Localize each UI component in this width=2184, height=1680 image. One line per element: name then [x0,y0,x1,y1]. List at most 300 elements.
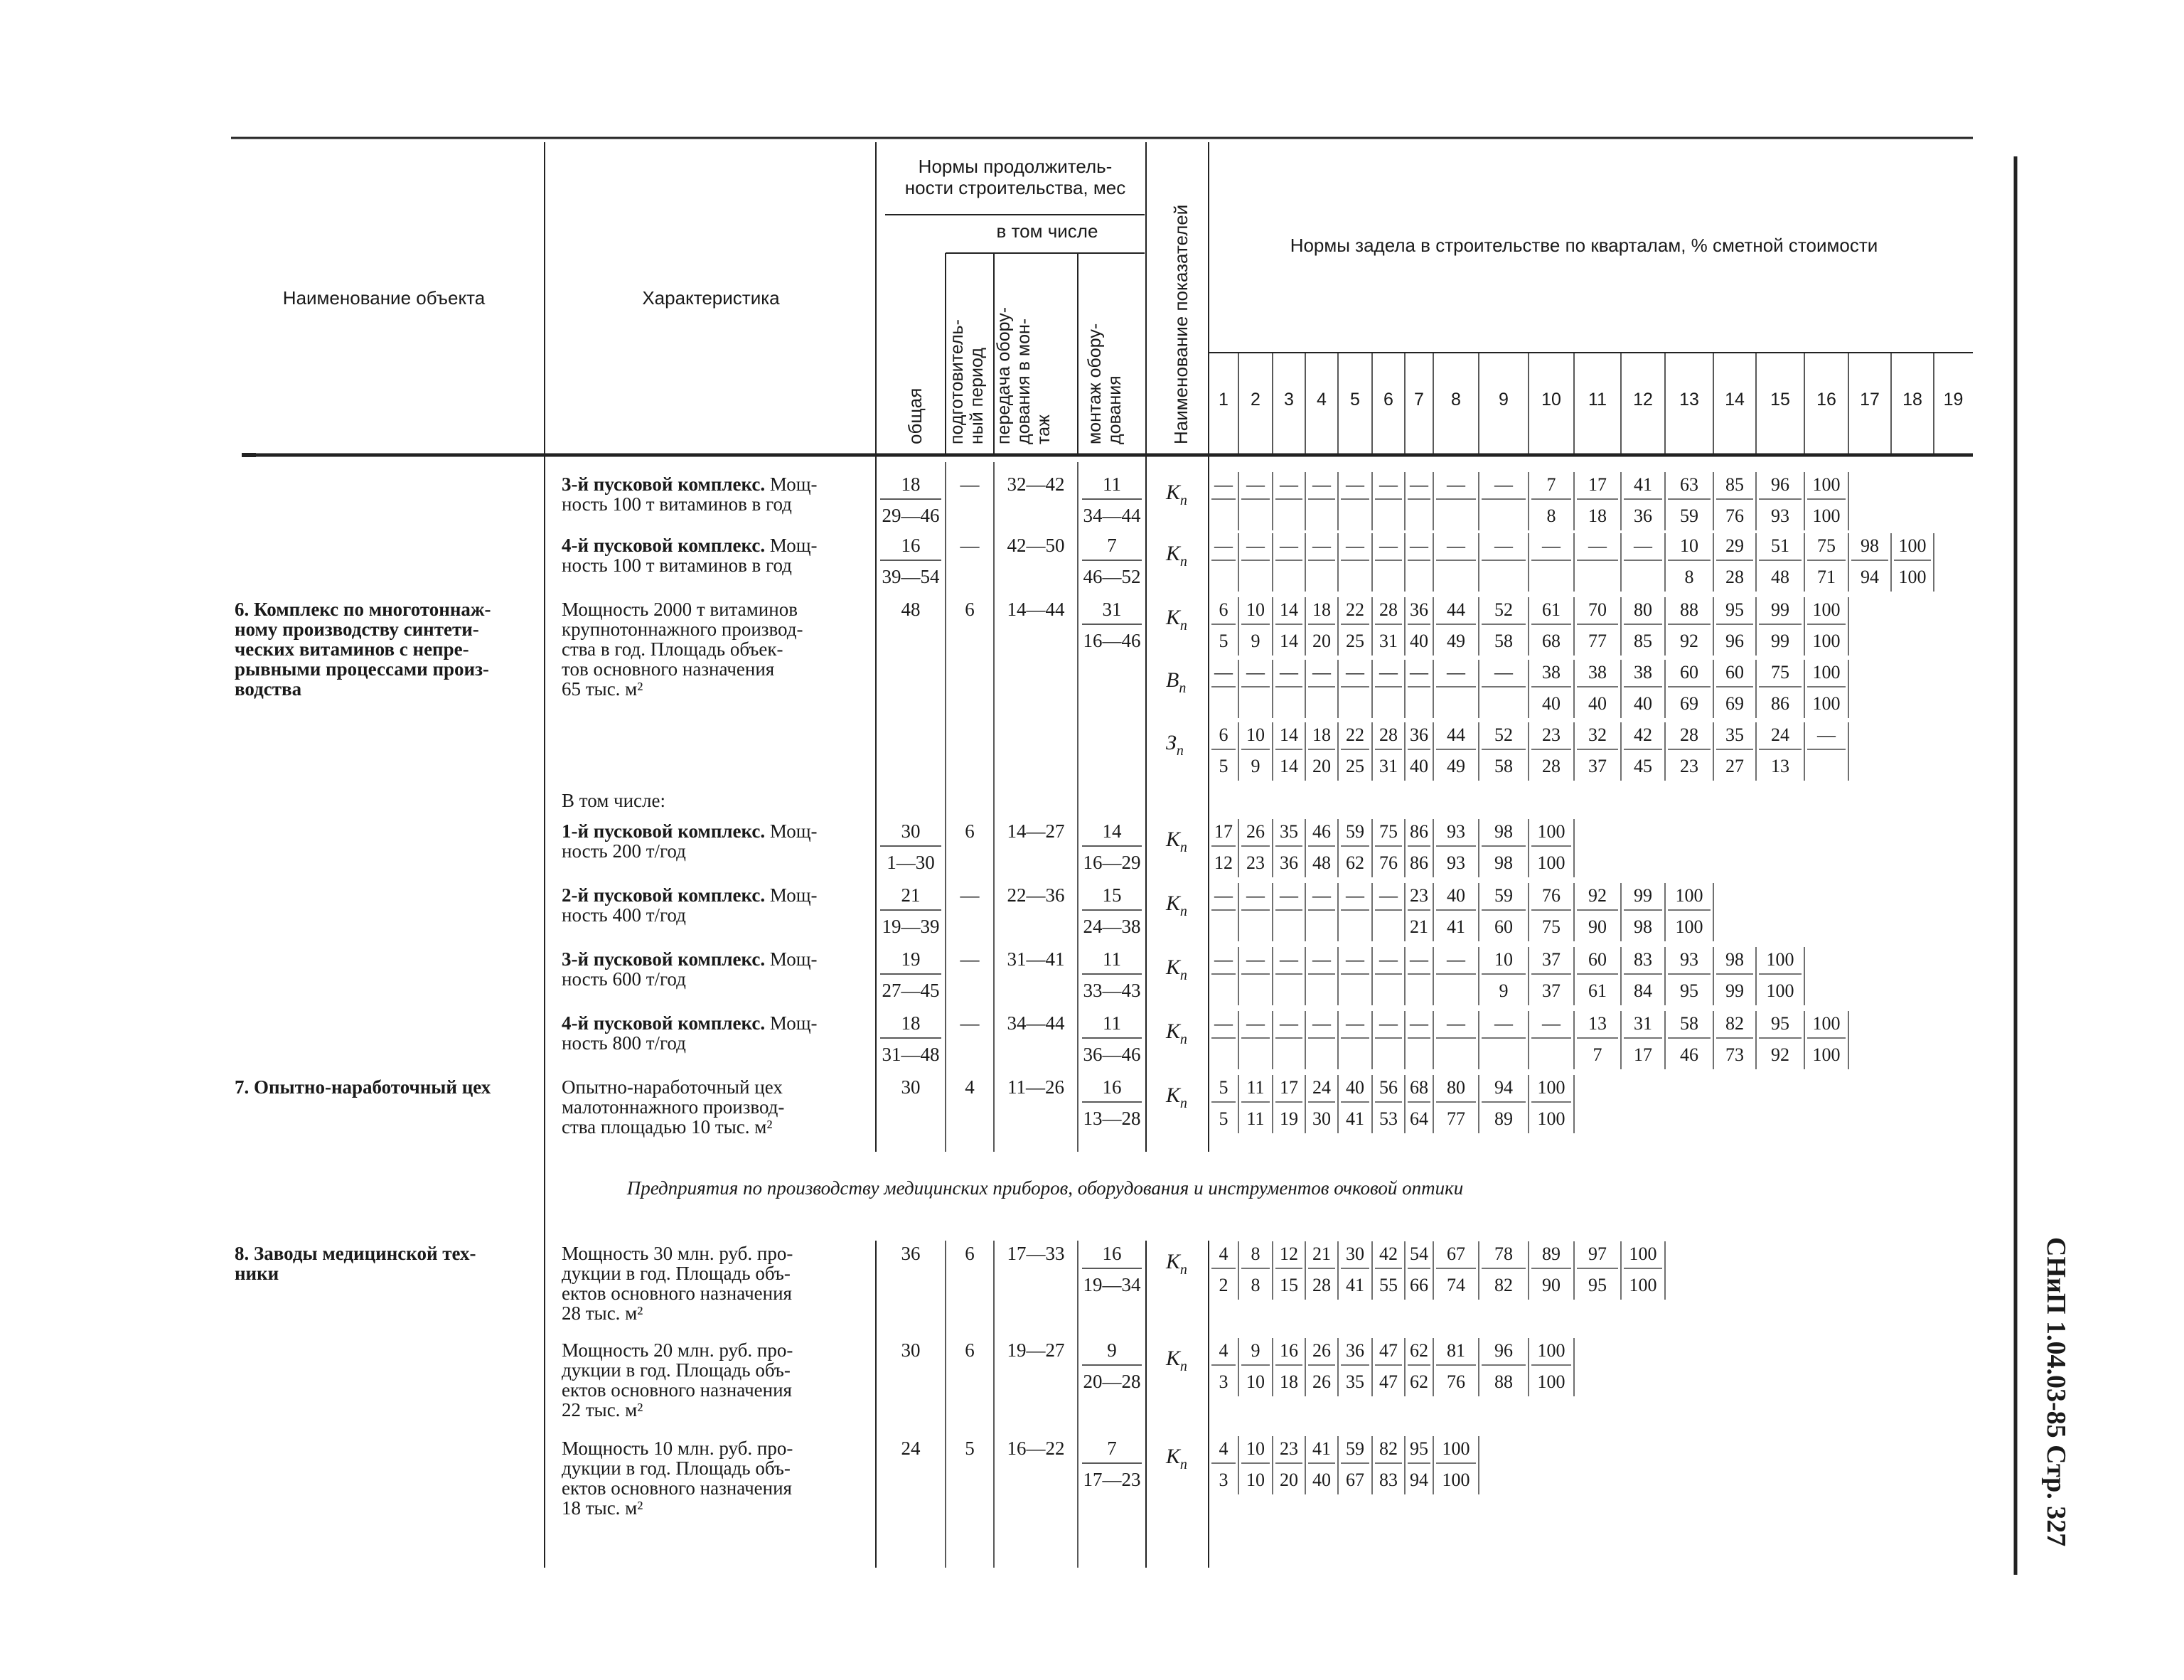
quarter-value-bottom: 100 [1537,1371,1565,1392]
duration-mount-range: 19—34 [1083,1274,1141,1295]
quarter-value: 59 [1346,1438,1364,1459]
duration-prep: — [960,948,980,970]
quarter-value: 6 [1219,599,1228,620]
quarter-value-bottom: 5 [1219,1108,1228,1129]
quarter-value: 100 [1537,821,1565,842]
duration-total-range: 1—30 [887,852,935,873]
quarter-value: 52 [1494,724,1513,745]
duration-total: 19 [901,948,921,970]
quarter-value: 5 [1219,1077,1228,1098]
quarter-value: — [1410,662,1428,683]
table-row [562,948,1794,1001]
duration-total: 16 [901,535,921,556]
duration-mount-range: 17—23 [1083,1469,1141,1490]
quarter-value: 23 [1280,1438,1298,1459]
quarter-value: — [1346,949,1364,970]
duration-mount: 16 [1102,1076,1122,1098]
quarter-value: 100 [1675,885,1703,906]
indicator-symbol: $К_п$ [1166,1084,1187,1111]
quarter-value: — [1312,1013,1331,1034]
quarter-value: — [1246,885,1265,906]
quarter-value: — [1280,474,1298,495]
quarter-value: — [1447,949,1465,970]
quarter-value-bottom: 84 [1634,980,1652,1001]
quarter-value: 54 [1410,1243,1428,1264]
quarter-value-bottom: 53 [1379,1108,1398,1129]
quarter-value: 52 [1494,599,1513,620]
quarter-value: 92 [1588,885,1607,906]
object-name: рывными процессами произ- [235,658,489,680]
quarter-value-bottom: 55 [1379,1275,1398,1295]
quarter-value-bottom: 3 [1219,1371,1228,1392]
quarter-value-bottom: 40 [1410,756,1428,776]
quarter-value: 18 [1312,724,1331,745]
quarter-value-bottom: 76 [1447,1371,1465,1392]
quarter-value-bottom: 37 [1542,980,1561,1001]
quarter-value-bottom: 9 [1251,631,1260,651]
quarter-value: — [1312,949,1331,970]
quarter-value-bottom: 76 [1379,852,1398,873]
quarter-value-bottom: 69 [1680,693,1698,714]
duration-prep: — [960,473,980,495]
quarter-value: 21 [1312,1243,1331,1264]
indicator-symbol: $К_п$ [1166,606,1187,633]
quarter-value: — [1379,1013,1398,1034]
quarter-value: 29 [1725,535,1744,556]
header-characteristic: Характеристика [642,287,780,309]
quarter-value: — [1214,885,1233,906]
quarter-value: — [1379,949,1398,970]
duration-prep: — [960,535,980,556]
duration-total: 21 [901,884,921,906]
quarter-value-bottom: 100 [1442,1470,1470,1490]
quarter-value-bottom: 62 [1346,852,1364,873]
quarter-value: 11 [1246,1077,1265,1098]
quarter-value: 46 [1312,821,1331,842]
quarter-value-bottom: 26 [1312,1371,1331,1392]
quarter-value: — [1312,662,1331,683]
duration-prep: 6 [965,820,975,842]
object-name: 6. Комплекс по многотоннаж- [235,599,491,620]
quarter-value-bottom: 31 [1379,756,1398,776]
quarter-value: 24 [1312,1077,1331,1098]
quarter-value: 36 [1346,1340,1364,1361]
quarter-number: 11 [1588,390,1607,410]
quarter-number: 5 [1350,390,1360,410]
quarter-value: — [1447,474,1465,495]
duration-mount: 7 [1107,1438,1117,1459]
quarter-value: 100 [1442,1438,1470,1459]
quarter-value-bottom: 92 [1771,1044,1789,1065]
characteristic-text: малотоннажного производ- [562,1096,785,1118]
header-col-prep: подготовитель- [947,319,967,444]
quarter-value: 88 [1680,599,1698,620]
quarter-value-bottom: 66 [1410,1275,1428,1295]
quarter-value: 100 [1629,1243,1657,1264]
quarter-value: 86 [1410,821,1428,842]
duration-transfer: 11—26 [1007,1076,1064,1098]
table-row [562,535,1927,587]
duration-mount: 11 [1103,1012,1121,1034]
quarter-value: — [1214,949,1233,970]
header-col-mount: монтаж обору- [1085,323,1105,444]
duration-transfer: 19—27 [1007,1339,1065,1361]
quarter-value: 13 [1588,1013,1607,1034]
quarter-value: 75 [1771,662,1789,683]
duration-prep: 4 [965,1076,975,1098]
quarter-value-bottom: 77 [1447,1108,1465,1129]
quarter-value: 18 [1312,599,1331,620]
duration-total-range: 31—48 [882,1044,940,1065]
quarter-value: — [1634,535,1652,556]
quarter-value: 100 [1766,949,1794,970]
quarter-value-bottom: 82 [1494,1275,1513,1295]
quarter-value: — [1494,662,1513,683]
quarter-value-bottom: 88 [1494,1371,1513,1392]
quarter-value: 96 [1494,1340,1513,1361]
indicator-symbol: $К_п$ [1166,1020,1187,1047]
quarter-value-bottom: 20 [1312,756,1331,776]
quarter-value-bottom: 2 [1219,1275,1228,1295]
quarter-value: 59 [1494,885,1513,906]
quarter-value-bottom: 28 [1725,567,1744,587]
quarter-value-bottom: 18 [1280,1371,1298,1392]
quarter-value: — [1542,1013,1561,1034]
indicator-symbol: $З_п$ [1166,731,1184,759]
quarter-value: 36 [1410,599,1428,620]
quarter-value: 26 [1246,821,1265,842]
indicator-symbol: $К_п$ [1166,1250,1187,1278]
duration-total: 30 [901,1076,921,1098]
quarter-value: 10 [1494,949,1513,970]
quarter-value: 14 [1280,599,1298,620]
quarter-value: 96 [1771,474,1789,495]
quarter-value: 83 [1634,949,1652,970]
header-object-name: Наименование объекта [282,287,486,309]
quarter-value: 4 [1219,1340,1228,1361]
characteristic-text: ность 600 т/год [562,968,686,990]
quarter-value: 81 [1447,1340,1465,1361]
characteristic-text: 4-й пусковой комплекс. Мощ- [562,1012,818,1034]
quarter-value: 59 [1346,821,1364,842]
quarter-value: — [1346,474,1364,495]
quarter-value: 82 [1725,1013,1744,1034]
quarter-value: — [1588,535,1607,556]
quarter-value-bottom: 45 [1634,756,1652,776]
duration-total-range: 19—39 [882,916,940,937]
quarter-value: 7 [1546,474,1556,495]
quarter-value: 41 [1312,1438,1331,1459]
quarter-value: 100 [1812,474,1841,495]
quarter-value: 35 [1280,821,1298,842]
quarter-value-bottom: 90 [1542,1275,1561,1295]
quarter-value-bottom: 28 [1542,756,1561,776]
quarter-value-bottom: 94 [1861,567,1879,587]
quarter-value: — [1280,535,1298,556]
quarter-value: 93 [1447,821,1465,842]
quarter-value: 14 [1280,724,1298,745]
quarter-number: 15 [1770,390,1790,410]
quarter-value-bottom: 17 [1634,1044,1652,1065]
characteristic-text: ектов основного назначения [562,1379,792,1401]
quarter-value: 97 [1588,1243,1607,1264]
quarter-value: — [1494,1013,1513,1034]
quarter-value: 10 [1246,1438,1265,1459]
header-col-prep: ный период [967,348,987,444]
quarter-value-bottom: 73 [1725,1044,1744,1065]
indicator-symbol: $К_п$ [1166,892,1187,919]
header-duration-title: Нормы продолжитель- [918,156,1113,177]
duration-mount: 16 [1102,1243,1122,1264]
duration-mount: 11 [1103,473,1121,495]
quarter-value-bottom: 100 [1675,916,1703,937]
quarter-value: 35 [1725,724,1744,745]
quarter-value: — [1214,662,1233,683]
header-backlog-title: Нормы задела в строительстве по кварталам, % сметной стоимости [1290,235,1878,256]
quarter-value: 100 [1898,535,1927,556]
quarter-value: — [1246,535,1265,556]
quarter-value: 61 [1542,599,1561,620]
quarter-value-bottom: 7 [1592,1044,1602,1065]
quarter-value-bottom: 61 [1588,980,1607,1001]
quarter-value: 60 [1588,949,1607,970]
header-col-indicator: Наименование показателей [1170,204,1192,444]
quarter-value-bottom: 99 [1771,631,1789,651]
table-row [562,790,665,811]
quarter-value-bottom: 46 [1680,1044,1698,1065]
quarter-number: 4 [1317,390,1327,410]
quarter-value-bottom: 60 [1494,916,1513,937]
table-row [562,1243,1657,1324]
quarter-value-bottom: 30 [1312,1108,1331,1129]
quarter-value-bottom: 27 [1725,756,1744,776]
characteristic-text: 1-й пусковой комплекс. Мощ- [562,820,818,842]
duration-total-range: 39—54 [882,566,940,587]
quarter-number: 12 [1633,390,1653,410]
duration-transfer: 14—44 [1007,599,1065,620]
duration-mount: 15 [1102,884,1122,906]
quarter-value: 95 [1771,1013,1789,1034]
quarter-value: 99 [1771,599,1789,620]
quarter-value: 78 [1494,1243,1513,1264]
duration-mount: 7 [1107,535,1117,556]
quarter-value: 60 [1680,662,1698,683]
duration-transfer: 14—27 [1007,820,1065,842]
quarter-value-bottom: 71 [1817,567,1836,587]
quarter-value: 100 [1812,662,1841,683]
quarter-value: 37 [1542,949,1561,970]
quarter-value-bottom: 14 [1280,631,1298,651]
indicator-symbol: $К_п$ [1166,1347,1187,1374]
quarter-value: 100 [1812,599,1841,620]
characteristic-text: ектов основного назначения [562,1477,792,1499]
duration-mount-range: 46—52 [1083,566,1141,587]
quarter-value-bottom: 69 [1725,693,1744,714]
duration-total-range: 27—45 [882,980,940,1001]
quarter-value-bottom: 93 [1771,505,1789,526]
quarter-value-bottom: 14 [1280,756,1298,776]
duration-mount: 11 [1103,948,1121,970]
quarter-value-bottom: 62 [1410,1371,1428,1392]
quarter-value-bottom: 96 [1725,631,1744,651]
quarter-value-bottom: 21 [1410,916,1428,937]
quarter-value: 70 [1588,599,1607,620]
characteristic-text: ства в год. Площадь объек- [562,638,783,660]
quarter-value: 75 [1379,821,1398,842]
table-row [562,473,1841,526]
quarter-value: 41 [1634,474,1652,495]
quarter-value: 95 [1725,599,1744,620]
quarter-value-bottom: 100 [1537,1108,1565,1129]
quarter-value: 47 [1379,1340,1398,1361]
quarter-value: — [1379,535,1398,556]
quarter-value-bottom: 36 [1634,505,1652,526]
quarter-value: — [1410,1013,1428,1034]
quarter-value: 60 [1725,662,1744,683]
table-row [562,820,1565,873]
duration-mount: 31 [1102,599,1122,620]
quarter-value: — [1494,474,1513,495]
quarter-value: 40 [1447,885,1465,906]
quarter-value-bottom: 95 [1680,980,1698,1001]
quarter-value-bottom: 13 [1771,756,1789,776]
quarter-number: 6 [1383,390,1393,410]
quarter-value: — [1410,949,1428,970]
quarter-value-bottom: 41 [1346,1275,1364,1295]
quarter-value: 63 [1680,474,1698,495]
quarter-value-bottom: 100 [1812,1044,1841,1065]
quarter-value: 10 [1246,599,1265,620]
indicator-symbol: $К_п$ [1166,542,1187,569]
characteristic-text: 3-й пусковой комплекс. Мощ- [562,948,818,970]
quarter-value-bottom: 83 [1379,1470,1398,1490]
characteristic-text: 2-й пусковой комплекс. Мощ- [562,884,818,906]
quarter-value-bottom: 11 [1246,1108,1265,1129]
quarter-value-bottom: 40 [1542,693,1561,714]
quarter-value: — [1447,1013,1465,1034]
quarter-value: — [1447,535,1465,556]
quarter-value: 100 [1537,1077,1565,1098]
characteristic-text: ность 100 т витаминов в год [562,555,792,576]
duration-total: 18 [901,473,921,495]
quarter-value-bottom: 25 [1346,756,1364,776]
quarter-number: 3 [1284,390,1294,410]
characteristic-text: Мощность 2000 т витаминов [562,599,798,620]
characteristic-text: ства площадью 10 тыс. м² [562,1116,773,1138]
quarter-value: — [1280,1013,1298,1034]
quarter-value: 17 [1214,821,1233,842]
quarter-value-bottom: 90 [1588,916,1607,937]
quarter-value-bottom: 8 [1546,505,1556,526]
quarter-number: 7 [1414,390,1424,410]
quarter-value-bottom: 31 [1379,631,1398,651]
quarter-number: 8 [1451,390,1461,410]
table-row [562,1076,1565,1138]
indicator-symbol: $В_п$ [1166,668,1187,696]
characteristic-text: Опытно-наработочный цех [562,1076,783,1098]
quarter-number: 13 [1679,390,1699,410]
duration-mount-range: 13—28 [1083,1108,1141,1129]
duration-prep: — [960,884,980,906]
quarter-value: 31 [1634,1013,1652,1034]
characteristic-text: крупнотоннажного производ- [562,619,803,640]
quarter-value-bottom: 5 [1219,631,1228,651]
quarter-value: — [1246,1013,1265,1034]
table-header [283,156,1964,444]
quarter-value: 26 [1312,1340,1331,1361]
quarter-value: 58 [1680,1013,1698,1034]
quarter-value: 95 [1410,1438,1428,1459]
characteristic-text: 4-й пусковой комплекс. Мощ- [562,535,818,556]
quarter-value: 17 [1280,1077,1298,1098]
object-name: ники [235,1263,279,1284]
quarter-value-bottom: 49 [1447,756,1465,776]
quarter-value: 100 [1537,1340,1565,1361]
quarter-value-bottom: 20 [1280,1470,1298,1490]
duration-mount: 9 [1107,1339,1117,1361]
duration-total-range: 29—46 [882,505,940,526]
quarter-value: — [1346,535,1364,556]
quarter-value: — [1542,535,1561,556]
quarter-value: 80 [1634,599,1652,620]
quarter-value: — [1346,1013,1364,1034]
duration-transfer: 32—42 [1007,473,1065,495]
page-annotations [626,1177,2071,1546]
quarter-number: 10 [1541,390,1561,410]
quarter-number: 18 [1902,390,1922,410]
quarter-value-bottom: 8 [1684,567,1694,587]
quarter-value-bottom: 40 [1312,1470,1331,1490]
characteristic-text: Мощность 20 млн. руб. про- [562,1339,793,1361]
quarter-value-bottom: 98 [1634,916,1652,937]
quarter-value: — [1817,724,1836,745]
quarter-value: — [1379,662,1398,683]
quarter-value: 22 [1346,724,1364,745]
quarter-value: — [1214,474,1233,495]
quarter-value-bottom: 47 [1379,1371,1398,1392]
quarter-value-bottom: 100 [1898,567,1927,587]
quarter-value: — [1280,662,1298,683]
duration-total: 30 [901,1339,921,1361]
characteristic-text: ектов основного назначения [562,1283,792,1304]
quarter-value: 93 [1680,949,1698,970]
quarter-value: 99 [1634,885,1652,906]
quarter-number: 14 [1725,390,1745,410]
quarter-value-bottom: 98 [1494,852,1513,873]
quarter-value-bottom: 68 [1542,631,1561,651]
header-col-transfer: дования в мон- [1014,318,1034,444]
characteristic-text: ность 400 т/год [562,904,686,926]
duration-mount-range: 20—28 [1083,1371,1141,1392]
characteristic-text: ность 200 т/год [562,840,686,862]
quarter-value: 85 [1725,474,1744,495]
quarter-value: 51 [1771,535,1789,556]
quarter-value: 62 [1410,1340,1428,1361]
quarter-number: 1 [1219,390,1228,410]
quarter-value-bottom: 92 [1680,631,1698,651]
quarter-value-bottom: 99 [1725,980,1744,1001]
quarter-value: 32 [1588,724,1607,745]
quarter-value-bottom: 10 [1246,1470,1265,1490]
quarter-value: 67 [1447,1243,1465,1264]
quarter-value-bottom: 100 [1766,980,1794,1001]
quarter-value: — [1410,535,1428,556]
quarter-value: 38 [1634,662,1652,683]
duration-mount-range: 24—38 [1083,916,1141,937]
quarter-value: — [1346,885,1364,906]
quarter-value: — [1346,662,1364,683]
quarter-value-bottom: 28 [1312,1275,1331,1295]
